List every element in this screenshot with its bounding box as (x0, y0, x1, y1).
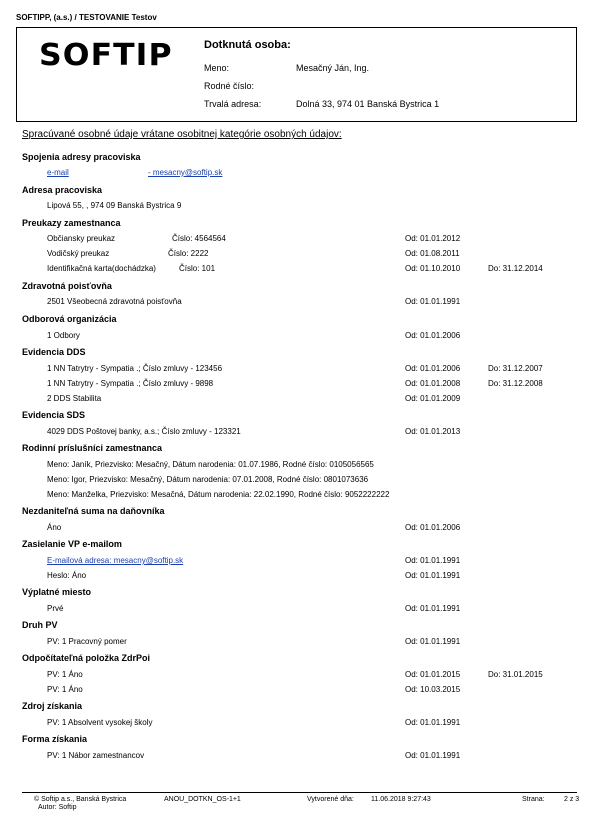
dds-row-3-od: Od: 01.01.2009 (405, 394, 461, 403)
section-preukazy: Preukazy zamestnanca (22, 218, 121, 228)
zdroj-od: Od: 01.01.1991 (405, 718, 461, 727)
family-row-3: Meno: Manželka, Priezvisko: Mesačná, Dátum narodenia: 22.02.1990, Rodné číslo: 9052222222 (47, 490, 390, 499)
email-value[interactable]: - mesacny@softip.sk (148, 168, 223, 177)
vp-name: Vodičský preukaz (47, 249, 110, 258)
vyplatne-value: Prvé (47, 604, 64, 613)
ik-do: Do: 31.12.2014 (488, 264, 543, 273)
softip-logo: SOFTIP (39, 38, 173, 73)
sds-row-1: 4029 DDS Poštovej banky, a.s.; Číslo zmluvy - 123321 (47, 427, 241, 436)
email-link[interactable]: e-mail (47, 168, 69, 177)
ik-name: Identifikačná karta(dochádzka) (47, 264, 156, 273)
vp-email-link[interactable]: E-mailová adresa: mesacny@softip.sk (47, 556, 184, 565)
druh-pv-value: PV: 1 Pracovný pomer (47, 637, 127, 646)
intro-heading: Spracúvané osobné údaje vrátane osobitnej kategórie osobných údajov: (22, 129, 342, 140)
section-rodina: Rodinní príslušníci zamestnanca (22, 443, 163, 453)
footer-created-label: Vytvorené dňa: (307, 796, 354, 803)
ik-number: Číslo: 101 (179, 264, 216, 273)
vp-heslo-od: Od: 01.01.1991 (405, 571, 461, 580)
ik-od: Od: 01.10.2010 (405, 264, 461, 273)
report-title: SOFTIPP, (a.s.) / TESTOVANIE Testov (16, 13, 157, 22)
dds-row-1-od: Od: 01.01.2006 (405, 364, 461, 373)
footer-created-value: 11.06.2018 9:27:43 (371, 796, 431, 803)
forma-od: Od: 01.01.1991 (405, 751, 461, 760)
section-vyplatne: Výplatné miesto (22, 587, 92, 597)
op-number: Číslo: 4564564 (172, 234, 226, 243)
family-row-2: Meno: Igor, Priezvisko: Mesačný, Dátum narodenia: 07.01.2008, Rodné číslo: 0801073636 (47, 475, 369, 484)
address-row (204, 99, 440, 109)
footer-author: Autor: Softip (38, 804, 77, 811)
section-odbory: Odborová organizácia (22, 314, 117, 324)
birth-row (204, 81, 254, 91)
dds-row-2-do: Do: 31.12.2008 (488, 379, 543, 388)
odpocitatelna-row-2: PV: 1 Áno (47, 685, 83, 694)
adresa-value: Lipová 55, , 974 09 Banská Bystrica 9 (47, 201, 182, 210)
zdroj-value: PV: 1 Absolvent vysokej školy (47, 718, 153, 727)
section-zp: Zdravotná poisťovňa (22, 281, 112, 291)
footer-page-label: Strana: (522, 796, 545, 803)
name-value: Mesačný Ján, Ing. (296, 63, 370, 73)
odpocitatelna-row-1: PV: 1 Áno (47, 670, 83, 679)
section-odpocitatelna: Odpočítateľná položka ZdrPoi (22, 653, 150, 663)
vp-heslo: Heslo: Áno (47, 571, 87, 580)
name-label: Meno: (204, 63, 230, 73)
nezdanitelna-value: Áno (47, 523, 62, 532)
section-vp-email: Zasielanie VP e-mailom (22, 539, 122, 549)
birth-label: Rodné číslo: (204, 81, 255, 91)
zp-value: 2501 Všeobecná zdravotná poisťovňa (47, 297, 182, 306)
person-header-box (16, 27, 577, 122)
odpocitatelna-row-2-od: Od: 10.03.2015 (405, 685, 461, 694)
zp-od: Od: 01.01.1991 (405, 297, 461, 306)
op-name: Občiansky preukaz (47, 234, 116, 243)
odpocitatelna-row-1-od: Od: 01.01.2015 (405, 670, 461, 679)
section-dds: Evidencia DDS (22, 347, 86, 357)
vyplatne-od: Od: 01.01.1991 (405, 604, 461, 613)
section-spojenia: Spojenia adresy pracoviska (22, 152, 141, 162)
footer-company: © Softip a.s., Banská Bystrica (34, 796, 127, 803)
vp-number: Číslo: 2222 (168, 249, 209, 258)
family-row-1: Meno: Janík, Priezvisko: Mesačný, Dátum narodenia: 01.07.1986, Rodné číslo: 0105056565 (47, 460, 374, 469)
odpocitatelna-row-1-do: Do: 31.01.2015 (488, 670, 543, 679)
section-nezdanitelna: Nezdaniteľná suma na daňovníka (22, 506, 165, 516)
dds-row-2-od: Od: 01.01.2008 (405, 379, 461, 388)
op-od: Od: 01.01.2012 (405, 234, 461, 243)
footer-page-value: 2 z 3 (564, 796, 580, 803)
section-zdroj: Zdroj získania (22, 701, 83, 711)
odbory-od: Od: 01.01.2006 (405, 331, 461, 340)
dds-row-2: 1 NN Tatrytry - Sympatia .; Číslo zmluvy - 9898 (47, 379, 214, 388)
forma-value: PV: 1 Nábor zamestnancov (47, 751, 145, 760)
dds-row-3: 2 DDS Stabilita (47, 394, 102, 403)
odbory-value: 1 Odbory (47, 331, 80, 340)
section-forma: Forma získania (22, 734, 88, 744)
name-row (204, 63, 370, 73)
address-label: Trvalá adresa: (204, 99, 262, 109)
address-value: Dolná 33, 974 01 Banská Bystrica 1 (296, 99, 440, 109)
dds-row-1-do: Do: 31.12.2007 (488, 364, 543, 373)
druh-pv-od: Od: 01.01.1991 (405, 637, 461, 646)
vp-od: Od: 01.08.2011 (405, 249, 460, 258)
footer-report-code: ANOU_DOTKN_OS-1+1 (164, 796, 241, 803)
section-adresa: Adresa pracoviska (22, 185, 103, 195)
nezdanitelna-od: Od: 01.01.2006 (405, 523, 461, 532)
person-title: Dotknutá osoba: (204, 39, 291, 51)
vp-email-od: Od: 01.01.1991 (405, 556, 461, 565)
footer-divider (22, 792, 577, 793)
sds-row-1-od: Od: 01.01.2013 (405, 427, 461, 436)
section-sds: Evidencia SDS (22, 410, 86, 420)
dds-row-1: 1 NN Tatrytry - Sympatia .; Číslo zmluvy - 123456 (47, 364, 223, 373)
section-druh-pv: Druh PV (22, 620, 58, 630)
